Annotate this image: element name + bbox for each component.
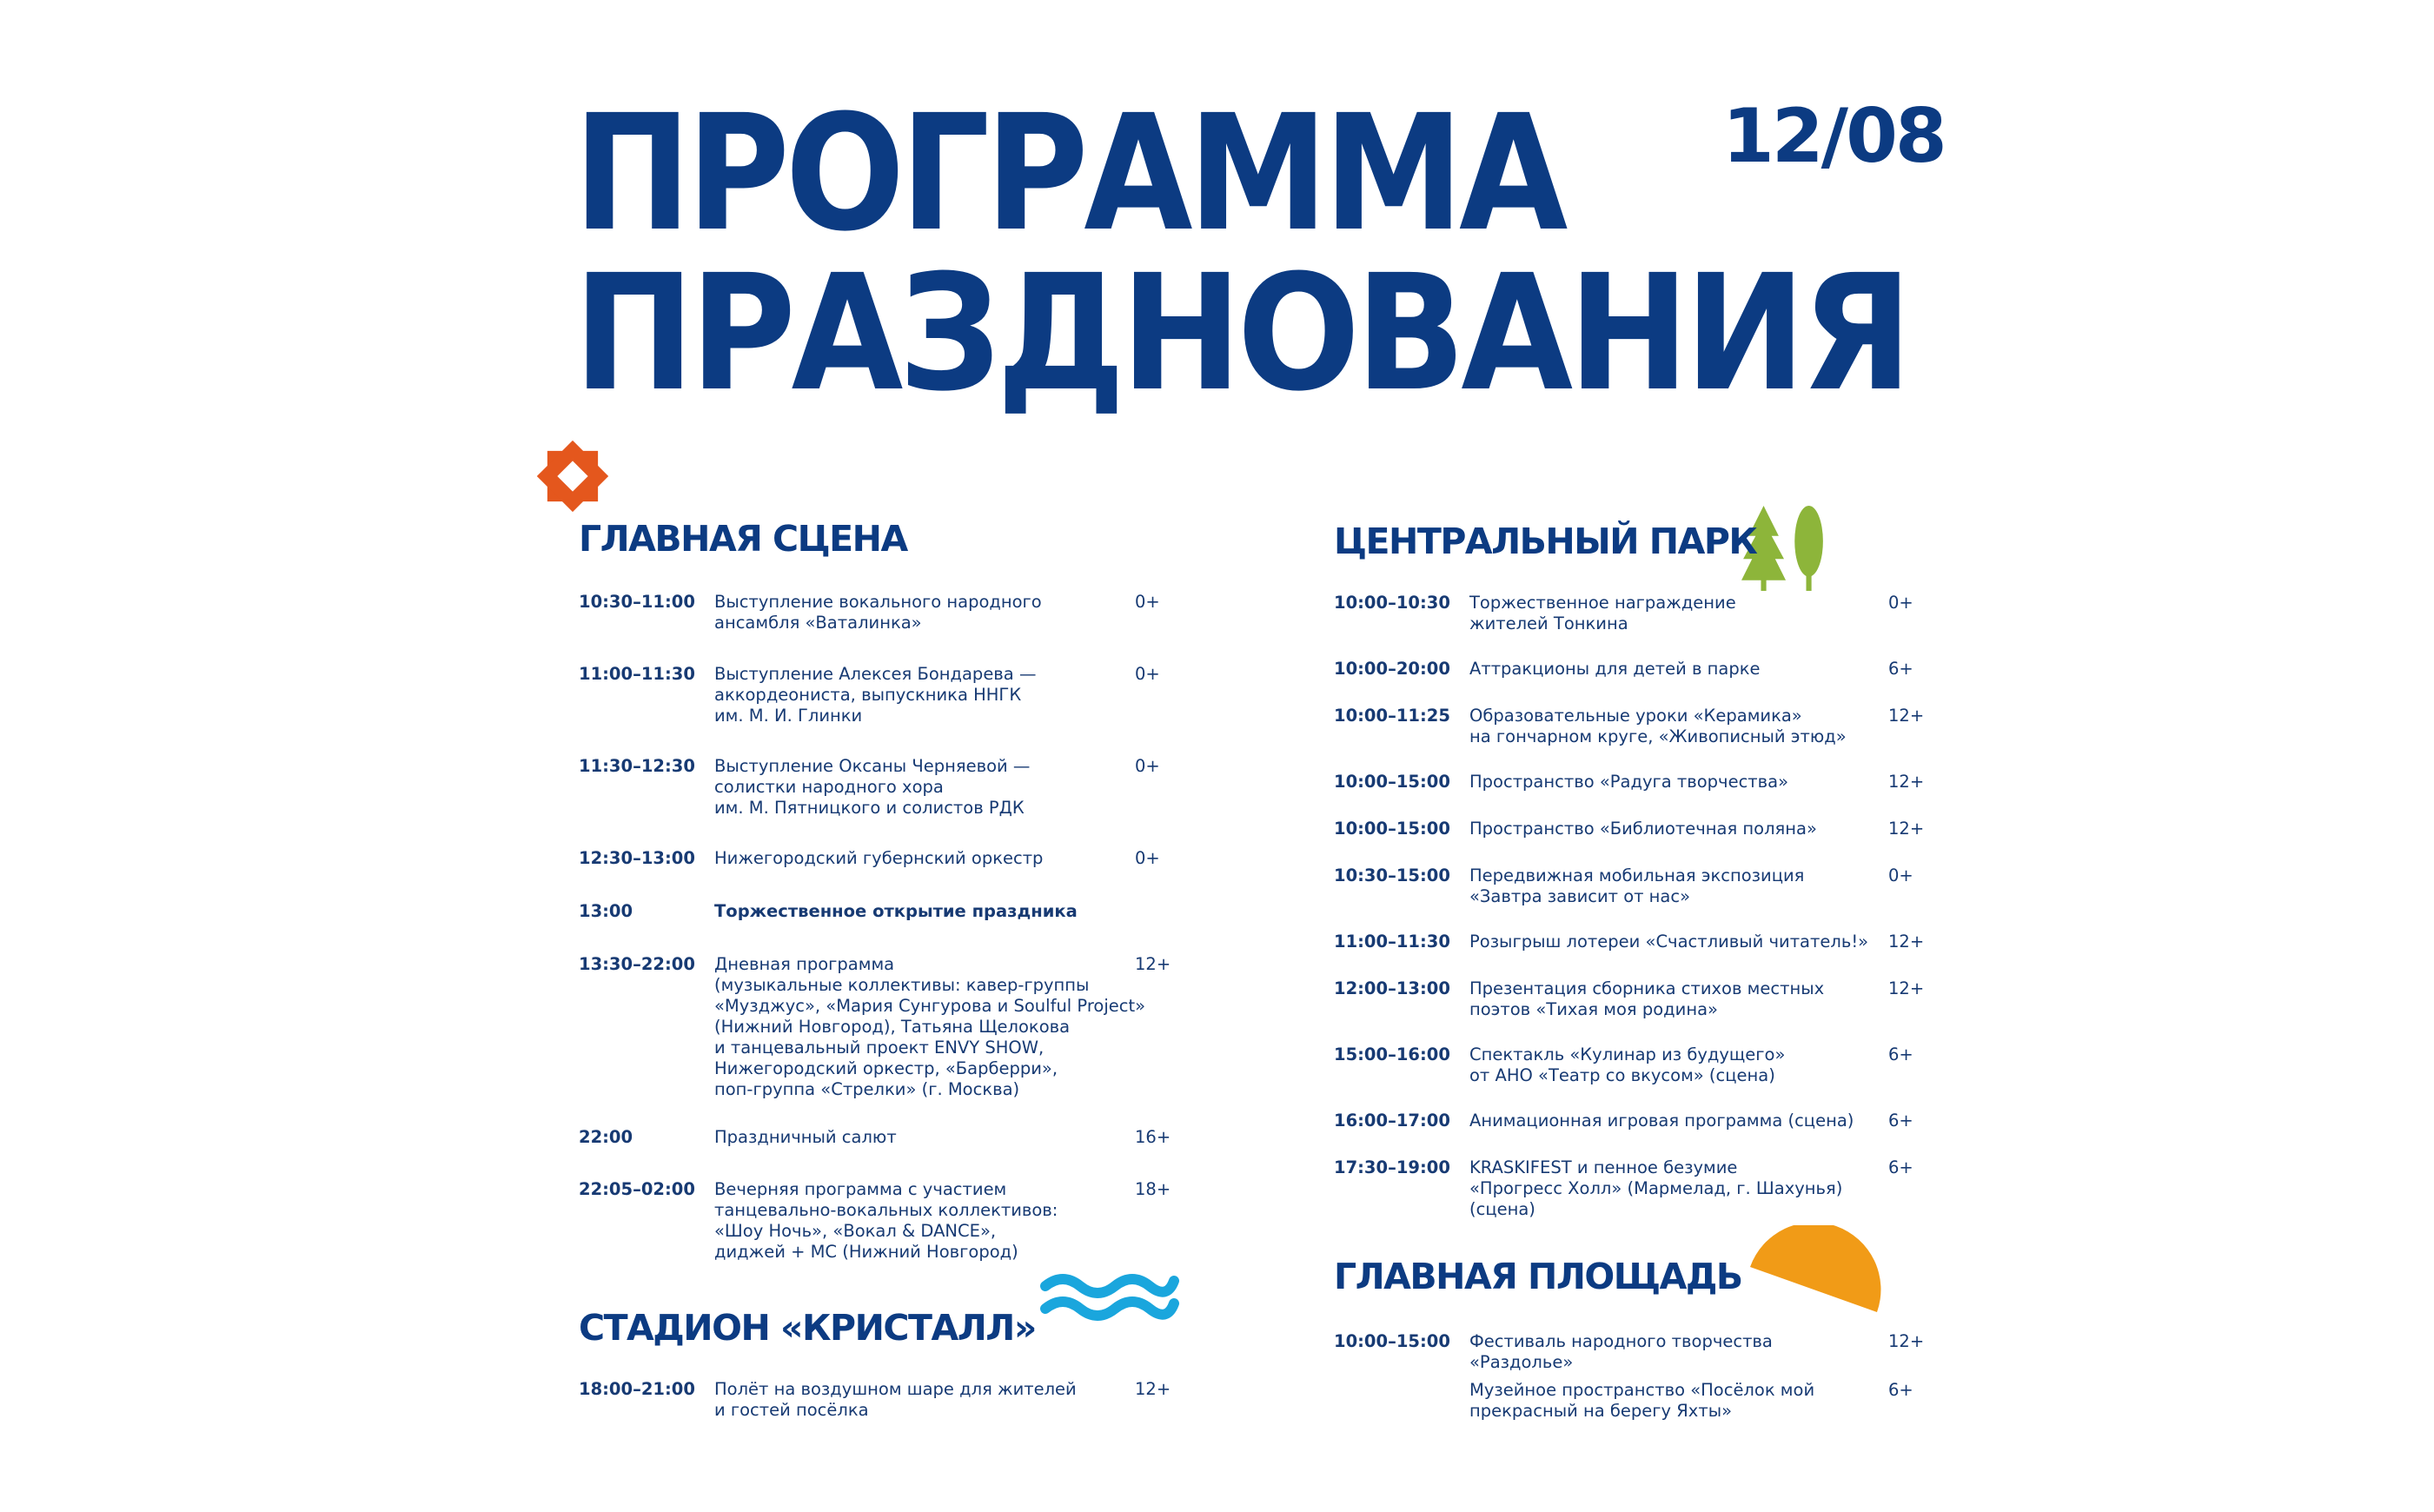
schedule-time: 10:00–15:00 [1334, 772, 1450, 792]
schedule-time: 10:00–15:00 [1334, 1331, 1450, 1351]
schedule-time: 15:00–16:00 [1334, 1044, 1450, 1064]
age-rating: 6+ [1888, 1380, 1913, 1400]
schedule-time: 16:00–17:00 [1334, 1111, 1450, 1131]
section-title-stadium: СТАДИОН «КРИСТАЛЛ» [579, 1307, 1036, 1349]
waves-icon [1040, 1269, 1179, 1324]
schedule-desc: Вечерняя программа с участием танцевально-вокальных коллективов: «Шоу Ночь», «Вокал & DANCE», диджей + МС (Нижний Новгород) [714, 1179, 1058, 1262]
title-line-1: ПРОГРАММА [574, 81, 1564, 267]
age-rating: 6+ [1888, 1044, 1913, 1064]
schedule-time: 10:00–10:30 [1334, 593, 1450, 613]
age-rating: 0+ [1135, 664, 1160, 684]
star-icon [527, 431, 618, 521]
schedule-time: 12:30–13:00 [579, 848, 695, 868]
schedule-desc: Торжественное награждение жителей Тонкина [1469, 593, 1736, 633]
schedule-time: 17:30–19:00 [1334, 1157, 1450, 1177]
schedule-time: 12:00–13:00 [1334, 978, 1450, 998]
event-date: 12/08 [1722, 93, 1945, 180]
title-line-2: ПРАЗДНОВАНИЯ [574, 241, 1908, 427]
section-title-main-square: ГЛАВНАЯ ПЛОЩАДЬ [1334, 1256, 1742, 1297]
age-rating: 0+ [1135, 756, 1160, 776]
schedule-time: 11:00–11:30 [579, 664, 695, 684]
age-rating: 6+ [1888, 659, 1913, 679]
age-rating: 12+ [1135, 954, 1171, 974]
age-rating: 0+ [1888, 865, 1913, 885]
age-rating: 12+ [1888, 819, 1925, 839]
age-rating: 6+ [1888, 1111, 1913, 1131]
schedule-desc: Пространство «Радуга творчества» [1469, 772, 1789, 792]
schedule-time: 13:00 [579, 901, 633, 921]
age-rating: 12+ [1888, 932, 1925, 952]
schedule-time: 10:30–11:00 [579, 592, 695, 612]
schedule-desc: Дневная программа (музыкальные коллективы: кавер-группы «Музджус», «Мария Сунгурова и Soulful Project» (Нижний Новгород), Татьяна Щелокова и танцевальный проект ENVY SHOW, Нижегородский оркестр, «Барберри», поп-группа «Стрелки» (г. Москва) [714, 954, 1146, 1099]
age-rating: 12+ [1135, 1379, 1171, 1399]
schedule-time: 18:00–21:00 [579, 1379, 695, 1399]
age-rating: 16+ [1135, 1127, 1171, 1147]
schedule-desc: Спектакль «Кулинар из будущего» от АНО «Театр со вкусом» (сцена) [1469, 1044, 1786, 1085]
schedule-desc: Розыгрыш лотереи «Счастливый читатель!» [1469, 932, 1869, 952]
schedule-desc: Выступление Алексея Бондарева — аккордеониста, выпускника ННГК им. М. И. Глинки [714, 664, 1037, 726]
age-rating: 12+ [1888, 706, 1925, 726]
schedule-time: 22:00 [579, 1127, 633, 1147]
schedule-time: 10:00–11:25 [1334, 706, 1450, 726]
schedule-desc: Нижегородский губернский оркестр [714, 848, 1044, 868]
age-rating: 0+ [1135, 848, 1160, 868]
schedule-desc: Торжественное открытие праздника [714, 901, 1078, 921]
schedule-desc: Аттракционы для детей в парке [1469, 659, 1761, 679]
schedule-desc: Анимационная игровая программа (сцена) [1469, 1111, 1854, 1131]
schedule-desc: Полёт на воздушном шаре для жителей и гостей посёлка [714, 1379, 1077, 1420]
schedule-time: 10:30–15:00 [1334, 865, 1450, 885]
schedule-desc: Праздничный салют [714, 1127, 897, 1147]
age-rating: 12+ [1888, 1331, 1925, 1351]
schedule-desc: Образовательные уроки «Керамика» на гончарном круге, «Живописный этюд» [1469, 706, 1847, 746]
schedule-desc: Фестиваль народного творчества «Раздолье» [1469, 1331, 1773, 1372]
schedule-desc: Музейное пространство «Посёлок мой прекрасный на берегу Яхты» [1469, 1380, 1815, 1421]
schedule-desc: Передвижная мобильная экспозиция «Завтра зависит от нас» [1469, 865, 1805, 906]
schedule-desc: Выступление Оксаны Черняевой — солистки народного хора им. М. Пятницкого и солистов РДК [714, 756, 1031, 818]
schedule-time: 10:00–15:00 [1334, 819, 1450, 839]
schedule-desc: Пространство «Библиотечная поляна» [1469, 819, 1817, 839]
section-title-central-park: ЦЕНТРАЛЬНЫЙ ПАРК [1334, 521, 1757, 562]
schedule-time: 11:00–11:30 [1334, 932, 1450, 952]
sun-icon [1747, 1225, 1886, 1321]
age-rating: 18+ [1135, 1179, 1171, 1199]
schedule-desc: KRASKIFEST и пенное безумие «Прогресс Холл» (Мармелад, г. Шахунья) (сцена) [1469, 1157, 1843, 1219]
age-rating: 12+ [1888, 978, 1925, 998]
age-rating: 6+ [1888, 1157, 1913, 1177]
schedule-time: 22:05–02:00 [579, 1179, 695, 1199]
age-rating: 0+ [1888, 593, 1913, 613]
schedule-desc: Презентация сборника стихов местных поэтов «Тихая моя родина» [1469, 978, 1825, 1019]
schedule-time: 10:00–20:00 [1334, 659, 1450, 679]
section-title-main-stage: ГЛАВНАЯ СЦЕНА [579, 518, 907, 560]
age-rating: 0+ [1135, 592, 1160, 612]
schedule-desc: Выступление вокального народного ансамбля «Ваталинка» [714, 592, 1042, 633]
schedule-time: 13:30–22:00 [579, 954, 695, 974]
schedule-time: 11:30–12:30 [579, 756, 695, 776]
age-rating: 12+ [1888, 772, 1925, 792]
